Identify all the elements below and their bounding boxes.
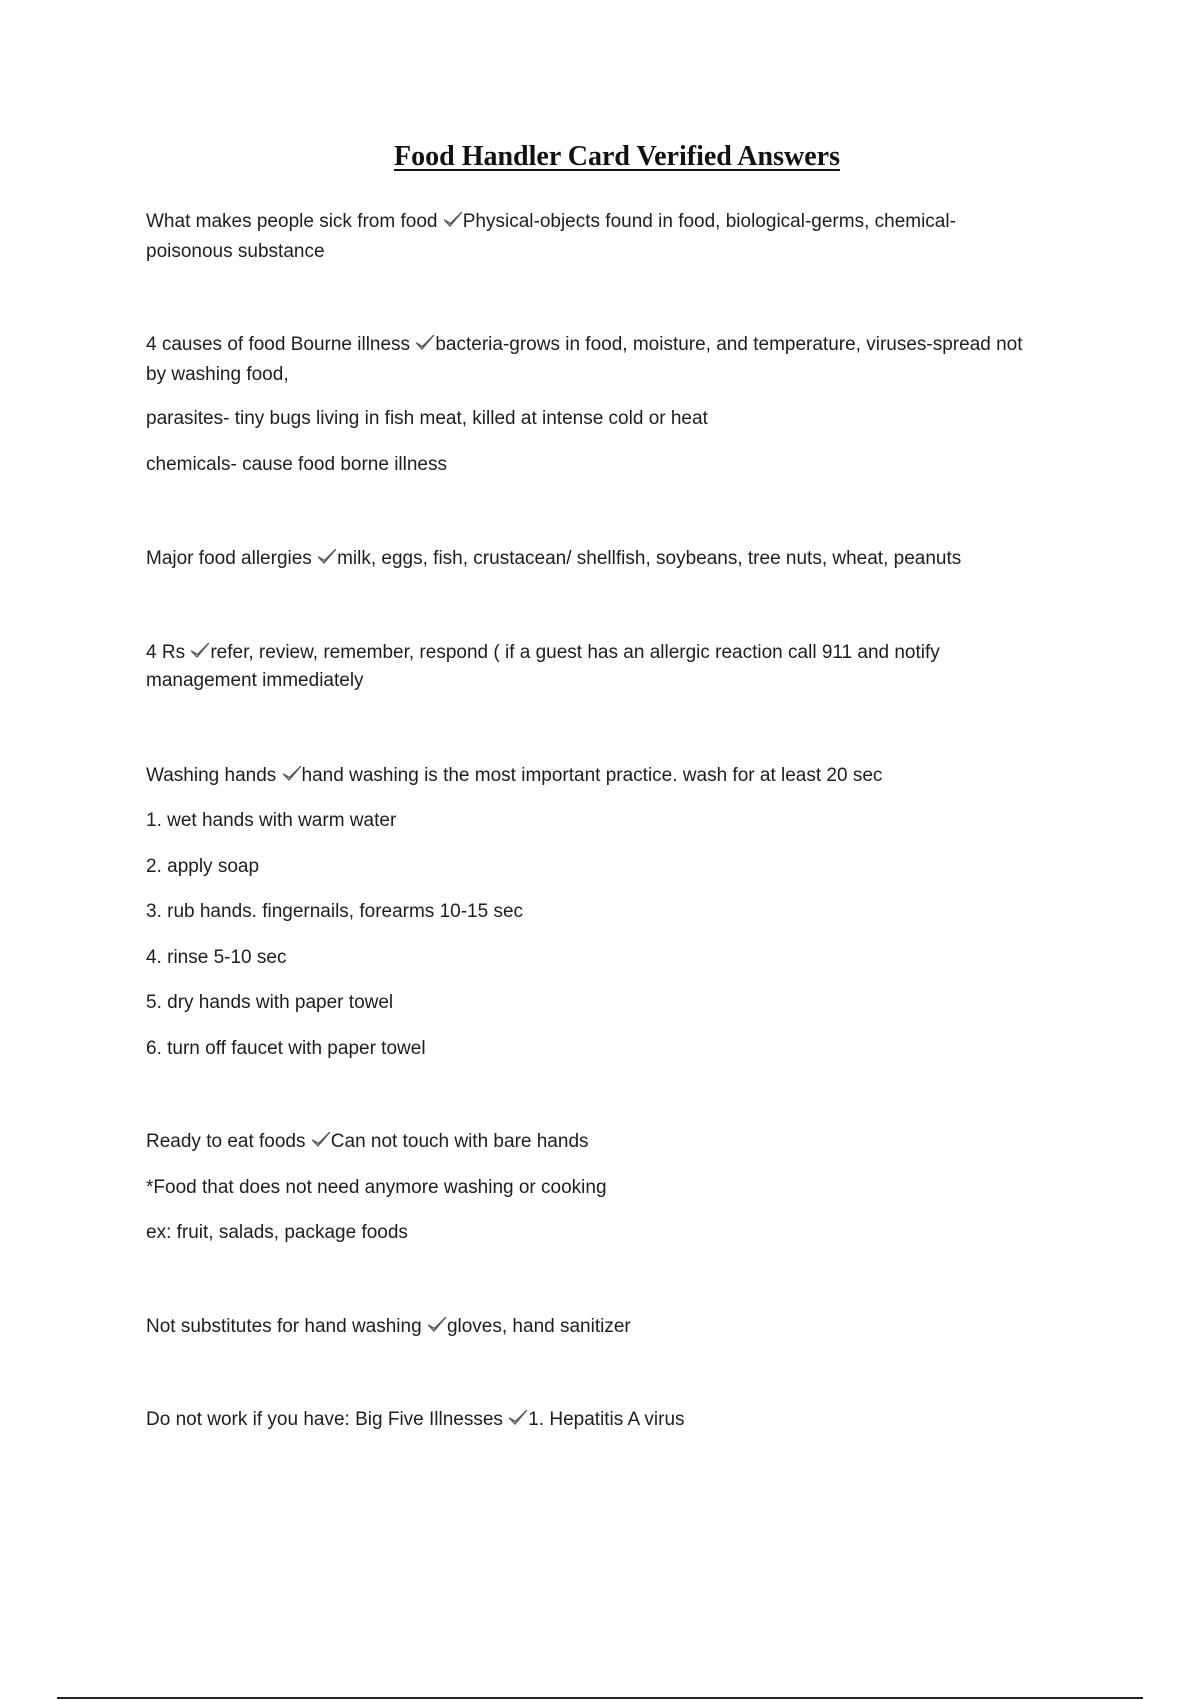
step-item: 2. apply soap bbox=[146, 856, 260, 877]
answer-text: bacteria-grows in food, moisture, and temperature, viruses-spread not bbox=[435, 334, 1023, 355]
question-text: Do not work if you have: Big Five Illnesses bbox=[146, 1409, 503, 1430]
qa-entry bbox=[146, 330, 1096, 360]
question-text: 4 Rs bbox=[146, 642, 186, 663]
question-text: Major food allergies bbox=[146, 548, 312, 569]
qa-entry bbox=[146, 1312, 1096, 1342]
answer-continuation: by washing food, bbox=[146, 364, 289, 385]
answer-detail-line: ex: fruit, salads, package foods bbox=[146, 1222, 408, 1243]
checkmark-icon bbox=[415, 334, 435, 352]
qa-entry bbox=[146, 544, 1096, 574]
checkmark-icon bbox=[282, 765, 302, 783]
step-item: 4. rinse 5-10 sec bbox=[146, 947, 287, 968]
question-text: What makes people sick from food bbox=[146, 211, 438, 232]
answer-text: refer, review, remember, respond ( if a guest has an allergic reaction call 911 and notify bbox=[210, 642, 940, 663]
document-title: Food Handler Card Verified Answers bbox=[394, 141, 840, 172]
answer-text: 1. Hepatitis A virus bbox=[528, 1409, 685, 1430]
answer-text: Can not touch with bare hands bbox=[330, 1131, 589, 1152]
answer-detail-line: *Food that does not need anymore washing or cooking bbox=[146, 1177, 607, 1198]
answer-continuation: management immediately bbox=[146, 670, 364, 691]
question-text: Not substitutes for hand washing bbox=[146, 1316, 422, 1337]
step-item: 3. rub hands. fingernails, forearms 10-15 sec bbox=[146, 901, 524, 922]
checkmark-icon bbox=[311, 1131, 331, 1149]
qa-entry bbox=[146, 1405, 1096, 1435]
checkmark-icon bbox=[190, 642, 210, 660]
step-item: 5. dry hands with paper towel bbox=[146, 992, 394, 1013]
answer-text: Physical-objects found in food, biological-germs, chemical- bbox=[462, 211, 956, 232]
checkmark-icon bbox=[427, 1316, 447, 1334]
question-text: Washing hands bbox=[146, 765, 277, 786]
qa-entry bbox=[146, 761, 1096, 791]
answer-text: hand washing is the most important practice. wash for at least 20 sec bbox=[301, 765, 883, 786]
checkmark-icon bbox=[317, 548, 337, 566]
checkmark-icon bbox=[508, 1409, 528, 1427]
answer-continuation: poisonous substance bbox=[146, 241, 325, 262]
qa-entry bbox=[146, 1127, 1096, 1157]
answer-text: milk, eggs, fish, crustacean/ shellfish, soybeans, tree nuts, wheat, peanuts bbox=[337, 548, 962, 569]
step-item: 6. turn off faucet with paper towel bbox=[146, 1038, 426, 1059]
page-bottom-rule bbox=[57, 1697, 1143, 1699]
step-item: 1. wet hands with warm water bbox=[146, 810, 397, 831]
answer-detail-line: parasites- tiny bugs living in fish meat, killed at intense cold or heat bbox=[146, 408, 708, 429]
question-text: 4 causes of food Bourne illness bbox=[146, 334, 411, 355]
checkmark-icon bbox=[443, 211, 463, 229]
answer-detail-line: chemicals- cause food borne illness bbox=[146, 454, 447, 475]
qa-entry bbox=[146, 638, 1096, 668]
qa-entry bbox=[146, 207, 1096, 237]
question-text: Ready to eat foods bbox=[146, 1131, 306, 1152]
answer-text: gloves, hand sanitizer bbox=[446, 1316, 631, 1337]
